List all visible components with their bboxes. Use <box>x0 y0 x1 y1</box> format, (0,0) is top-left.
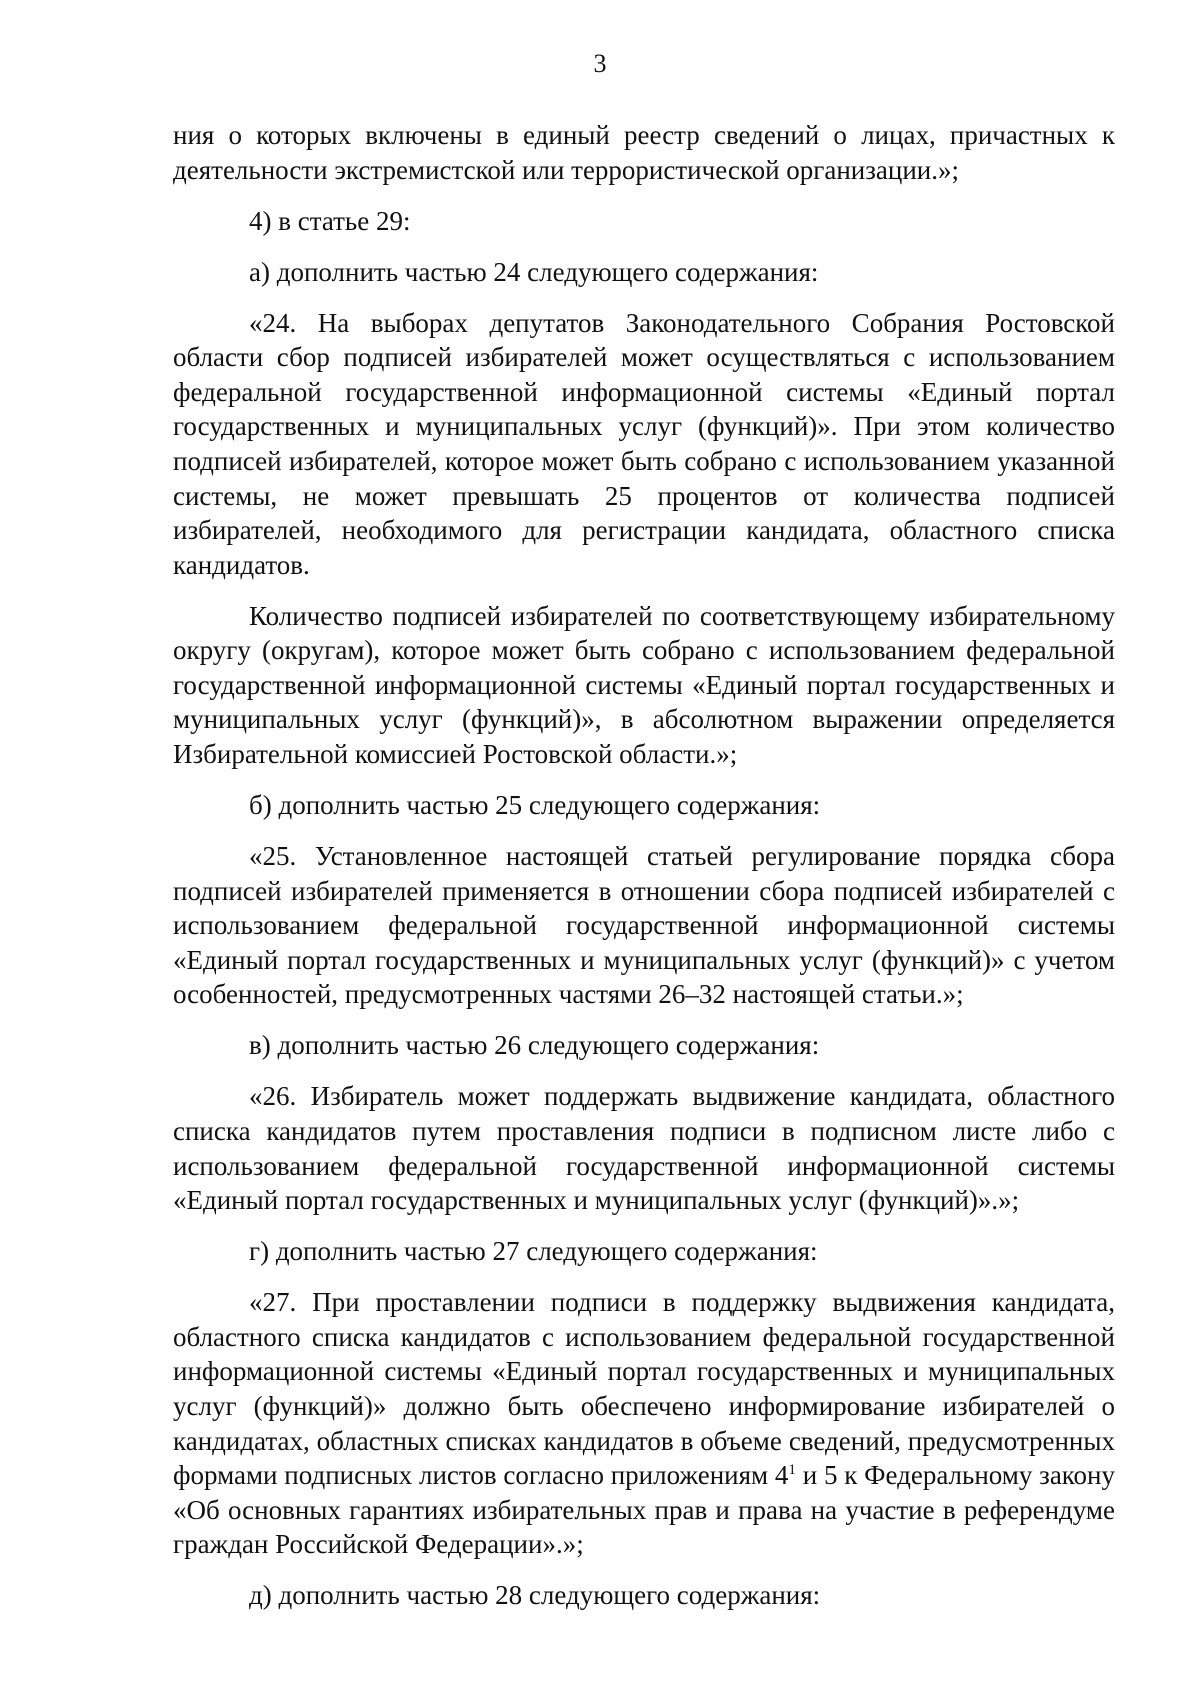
paragraph-item-4: 4) в статье 29: <box>249 205 411 236</box>
paragraph-part-27-text-end: и 5 к Федеральному закону «Об основных гарантиях избирательных прав и права на участие в референдуме граждан Российской Федерации».»; <box>173 1460 1116 1560</box>
paragraph-subitem-d: д) дополнить частью 28 следующего содержания: <box>249 1580 821 1611</box>
paragraph-subitem-v: в) дополнить частью 26 следующего содержания: <box>249 1030 820 1061</box>
page-number: 3 <box>593 49 607 78</box>
paragraph-part-25: «25. Установленное настоящей статьей регулирование порядка сбора подписей избирателей применяется в отношении сбора подписей избирателей с использованием федеральной государственной информационной системы «Единый портал государственных и муниципальных услуг (функций)» с учетом особенностей, предусмотренных частями 26–32 настоящей статьи.»; <box>173 841 1115 1010</box>
paragraph-part-24-continued: Количество подписей избирателей по соответствующему избирательному округу (округам), которое может быть собрано с использованием федеральной государственной информационной системы «Единый портал государственных и муниципальных услуг (функций)», в абсолютном выражении определяется Избирательной комиссией Ростовской области.»; <box>173 600 1115 770</box>
paragraph-subitem-g: г) дополнить частью 27 следующего содержания: <box>249 1236 818 1267</box>
paragraph-continuation: ния о которых включены в единый реестр сведений о лицах, причастных к деятельности экстремистской или террористической организации.»; <box>173 120 1115 185</box>
paragraph-part-24: «24. На выборах депутатов Законодательного Собрания Ростовской области сбор подписей избирателей может осуществляться с использованием федеральной государственной информационной системы «Единый портал государственных и муниципальных услуг (функций)». При этом количество подписей избирателей, которое может быть собрано с использованием указанной системы, не может превышать 25 процентов от количества подписей избирателей, необходимого для регистрации кандидата, областного списка кандидатов. <box>173 307 1115 580</box>
superscript-index: 1 <box>788 1462 796 1479</box>
paragraph-part-26: «26. Избиратель может поддержать выдвижение кандидата, областного списка кандидатов путем проставления подписи в подписном листе либо с использованием федеральной государственной информационной системы «Единый портал государственных и муниципальных услуг (функций)».»; <box>173 1081 1115 1216</box>
paragraph-part-27 <box>173 1285 1115 1562</box>
paragraph-subitem-b: б) дополнить частью 25 следующего содержания: <box>249 790 821 821</box>
paragraph-part-27-text: «27. При проставлении подписи в поддержку выдвижения кандидата, областного списка кандидатов с использованием федеральной государственной информационной системы «Единый портал государственных и муниципальных услуг (функций)» должно быть обеспечено информирование избирателей о кандидатах, областных списках кандидатов в объеме сведений, предусмотренных формами подписных листов согласно приложениям 4 <box>173 1287 1115 1491</box>
paragraph-subitem-a: а) дополнить частью 24 следующего содержания: <box>249 256 819 287</box>
document-body <box>173 118 1115 1613</box>
